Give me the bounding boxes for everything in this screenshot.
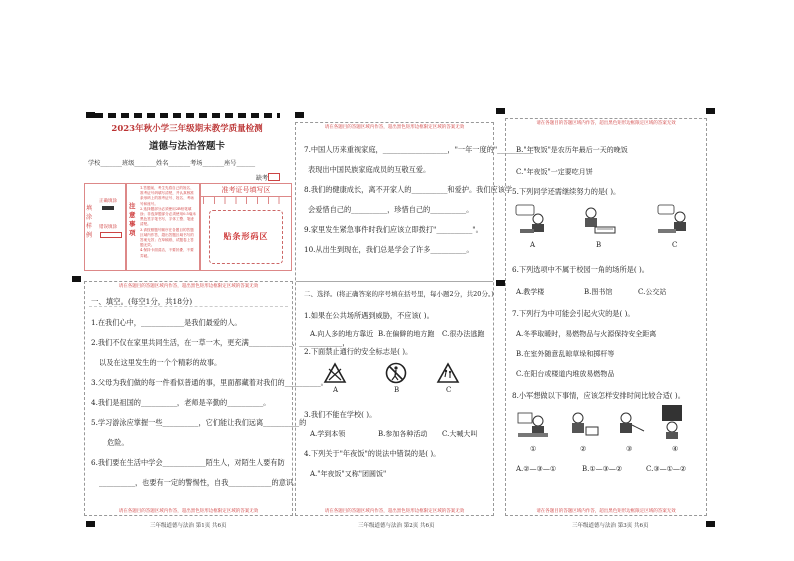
notes-list [140,186,197,259]
registration-mark [496,108,505,114]
fill-sample-box [84,183,126,271]
page-footer-2: 三年级道德与法治 第2页 共6页 [358,523,435,529]
choice-1-option-a: A.向人多的地方靠近 [310,330,374,338]
registration-mark [86,112,95,118]
section-divider [296,281,493,282]
note-item: 4.保持卡面清洁，不要折叠、不要弄破。 [140,248,194,258]
answer-panel-3 [505,118,707,516]
school-crossing-sign-icon [437,363,459,383]
student-info-line: 学校_______班级_______姓名_______考场_______座号______ [88,160,256,167]
registration-mark [706,108,715,114]
student-writing-illustration-icon [579,203,619,237]
page-footer-3: 三年级道德与法治 第3页 共6页 [572,523,649,529]
notes-box [126,183,200,271]
activity-label-3: ③ [626,445,633,453]
question-10: 10.从出生到现在，我们总是学会了许多__________。 [304,245,474,254]
question-3: 3.父母为我们做的每一件看似普通的事，里面都藏着对我们的__________。 [91,378,328,387]
ticket-number-label: 准考证号填写区 [201,185,291,197]
choice-2: 2.下面禁止通行的安全标志是( )。 [304,347,413,356]
choice-5: 5.下列同学还需继续努力的是( )。 [512,187,621,196]
choice-1-option-c: C.很办法逃跑 [442,330,485,338]
panel-footer-note: 请在各题目的答题区域内作答，超出黑色矩形边框限定区域的答案无效 [324,509,465,514]
wrong-fill-sample [100,232,122,238]
choice-7-option-b: B.在室外随意乱晾草垛和掷杆等 [516,350,615,358]
choice-1-option-b: B.在偏僻的地方跑 [378,330,435,338]
activity-label-2: ② [580,445,587,453]
note-item: 3.请按照题号顺序在各题目的答题区域内作答，超出答题区域书写的答案无效；在草稿纸、试题卷上答题无效。 [140,227,194,248]
choice-4-option-c: C."年夜饭"一定要吃月饼 [516,168,593,176]
choice-8-option-b: B.①—③—② [582,465,623,473]
activity-label-4: ④ [672,445,679,453]
choice-4-option-a: A."年夜饭"又称"团圆饭" [310,470,387,478]
choice-8-option-a: A.②—③—① [516,465,557,473]
sign-label-a: A [333,386,339,394]
panel-header-note: 请在各题目的答题区域内作答，超出黑色矩形边框限定区域的答案无效 [324,125,465,130]
panel-footer-note: 请在各题目的答题区域内作答，超出黑色矩形边框限定区域的答案无效 [118,509,259,514]
activity-illustration-icon [516,409,552,441]
question-2-line-2: 以及在这里发生的一个个精彩的故事。 [99,358,222,367]
no-pedestrian-sign-icon [385,362,407,384]
choice-3-option-b: B.参加各种活动 [378,430,428,438]
panel-header-note: 请在各题目的答题区域内作答，超出黑色矩形边框限定区域的答案无效 [118,284,259,289]
panel-header-note: 请在各题目的答题区域内作答，超出黑色矩形边框限定区域的答案无效 [536,121,676,126]
page-footer-1: 三年级道德与法治 第1页 共6页 [150,523,227,529]
question-6-line-2: __________，也要有一定的警惕性，自我____________的意识。 [99,478,301,487]
choice-8-option-c: C.③—①—② [646,465,687,473]
section-1-rule [89,306,288,307]
choice-3-option-a: A.学到本领 [310,430,346,438]
question-5-line-1: 5.学习游泳应掌握一些__________，它们能让我们远离__________的 [91,418,307,427]
barcode-label: 贴条形码区 [223,231,269,241]
barcode-area [209,210,283,264]
choice-6-option-c: C.公交站 [638,288,667,296]
question-2-line-1: 2.我们不仅在家里共同生活，在一草一木，更充满____________、____________， [91,338,350,347]
wrong-fill-label: 错误填涂 [99,225,117,230]
registration-mark [72,276,81,282]
registration-mark [496,280,505,286]
choice-1: 1.如果在公共场所遇到威胁，不应该( )。 [304,311,434,320]
exam-title: 2023年秋小学三年级期末教学质量检测 [111,124,263,134]
section-2-title: 二、选择。(将正确答案的序号填在括号里，每小题2分，共20分。) [304,290,494,298]
sign-label-b: B [394,386,400,394]
choice-7: 7.下列行为中可能会引起火灾的是( )。 [512,309,635,318]
ticket-digit-row [203,196,289,204]
choice-6-option-a: A.教学楼 [516,288,545,296]
choice-3-option-c: C.大喊大叫 [442,430,478,438]
note-item: 2.选择题部分必须使用2B铅笔填涂；非选择题部分必须使用0.5毫米黑色签字笔书写，字体工整、笔迹清楚。 [140,206,197,227]
choice-7-option-c: C.在阳台或楼道内堆放易燃物品 [516,370,615,378]
choice-5-label-a: A [530,241,536,249]
question-7-line-2: 表现出中国民族家庭成员的互敬互爱。 [308,165,431,174]
notes-title: 注意事项 [129,202,136,237]
choice-5-label-c: C [672,241,678,249]
registration-mark [706,521,715,527]
question-9: 9.家里发生紧急事件时我们应该立即拨打"__________"。 [304,225,483,234]
correct-fill-sample [102,206,114,210]
question-7-line-1: 7.中国人历来重视家庭，__________________，"一年一度的"__________" [304,145,537,154]
fill-sample-label: 填涂样例 [86,205,93,239]
activity-illustration-icon [566,409,602,441]
no-walking-sign-icon [324,363,346,383]
choice-7-option-a: A.冬季取暖时，易燃物品与火源保持安全距离 [516,330,657,338]
choice-8: 8.小军想做以下事情，应该怎样安排时间比较合适( )。 [512,391,685,400]
choice-6: 6.下列选项中不属于校园一角的场所是( )。 [512,265,649,274]
timing-mark-strip [95,113,280,118]
question-5-line-2: 危险。 [107,438,129,447]
student-sleeping-illustration-icon [654,203,694,237]
question-1: 1.在我们心中，____________是我们最爱的人。 [91,318,242,327]
sign-label-c: C [446,386,452,394]
absent-label: 缺考 [256,175,269,182]
choice-6-option-b: B.图书馆 [584,288,613,296]
section-1-title: 一、填空。(每空1分，共18分) [91,297,193,306]
choice-4-option-b: B."年夜饭"是农历年最后一天的晚饭 [516,146,628,154]
choice-5-label-b: B [596,241,602,249]
registration-mark [86,521,95,527]
choice-4: 4.下列关于"年夜饭"的说法中错误的是( )。 [304,449,441,458]
question-8-line-2: 会爱惜自己的__________，珍惜自己的__________。 [308,205,474,214]
correct-fill-label: 正确填涂 [99,199,117,204]
question-4: 4.我们是祖国的__________，老师是辛勤的__________。 [91,398,271,407]
activity-illustration-icon [656,403,692,441]
panel-footer-note: 请在各题目的答题区域内作答，超出黑色矩形边框限定区域的答案无效 [536,509,676,514]
choice-3: 3.我们不能在学校( )。 [304,410,377,419]
registration-mark [295,112,304,118]
question-6-line-1: 6.我们要在生活中学会____________陌生人，对陌生人要有防 [91,458,285,467]
activity-illustration-icon [612,409,648,441]
sheet-subtitle: 道德与法治答题卡 [148,141,225,152]
student-reading-illustration-icon [514,203,554,237]
ticket-number-area[interactable] [200,183,292,271]
absent-checkbox[interactable] [268,173,280,181]
question-8-line-1: 8.我们的健康成长，离不开家人的__________和爱护。我们应该学 [304,185,513,194]
note-item: 1.答题前，考生先将自己的姓名、准考证号码填写清楚，并认真核准条形码上的准考证号、姓名、考场号和座号。 [140,186,194,206]
activity-label-1: ① [530,445,537,453]
